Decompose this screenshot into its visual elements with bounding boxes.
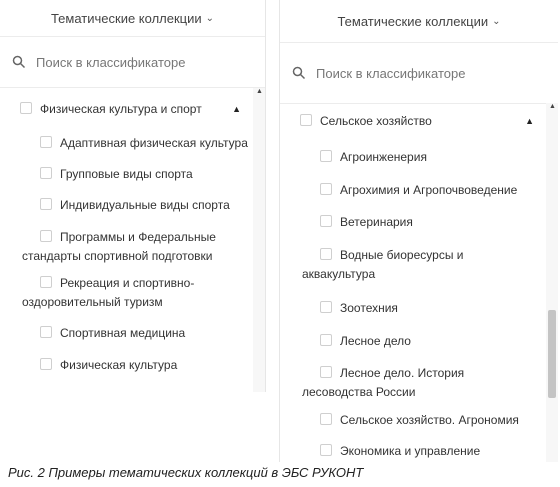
checkbox[interactable] [320,215,332,227]
list-item[interactable] [280,411,544,430]
search-icon [12,55,26,69]
list-item-label: Агрохимия и Агропочвоведение [340,183,518,197]
chevron-down-icon: ⌄ [492,15,501,27]
list-item[interactable] [0,228,251,266]
list-item[interactable] [280,442,544,461]
collections-dropdown[interactable] [0,0,265,37]
search-placeholder: Поиск в классификаторе [316,65,466,81]
list-item-label: Ветеринария [340,215,413,229]
list-item[interactable] [280,246,544,284]
list-item-label: лесоводства России [302,385,416,399]
checkbox[interactable] [300,114,312,126]
list-item-label: Лесное дело [340,334,411,348]
collapse-caret-icon[interactable]: ▲ [525,116,534,126]
list-item-label: Программы и Федеральные [60,230,216,244]
search-placeholder: Поиск в классификаторе [36,54,186,70]
checkbox[interactable] [40,326,52,338]
checkbox[interactable] [40,167,52,179]
category-parent[interactable] [0,100,251,119]
figure-caption: Рис. 2 Примеры тематических коллекций в ЭБС РУКОНТ [8,465,364,480]
checkbox[interactable] [320,150,332,162]
list-item[interactable] [280,181,544,200]
category-label: Сельское хозяйство [320,114,432,128]
checkbox[interactable] [40,136,52,148]
list-item-label: Рекреация и спортивно- [60,276,195,290]
left-collection-panel [0,0,266,392]
checkbox[interactable] [40,358,52,370]
checkbox[interactable] [40,276,52,288]
scroll-up-icon[interactable]: ▲ [549,103,556,110]
list-item-label: оздоровительный туризм [22,295,163,309]
search-icon [292,66,306,80]
list-item-label: Спортивная медицина [60,326,186,340]
checkbox[interactable] [320,334,332,346]
checkbox[interactable] [320,413,332,425]
list-item[interactable] [0,165,251,184]
list-item[interactable] [280,148,544,167]
search-field[interactable] [280,43,558,104]
list-item-label: аквакультура [302,267,376,281]
collections-dropdown[interactable] [280,0,558,43]
search-field[interactable] [0,37,265,88]
list-item-label: Зоотехния [340,301,398,315]
list-item[interactable] [0,324,251,343]
collapse-caret-icon[interactable]: ▲ [232,104,241,114]
checkbox[interactable] [320,444,332,456]
list-item[interactable] [280,299,544,318]
list-item[interactable] [280,364,544,402]
scrollbar[interactable] [546,103,558,462]
checkbox[interactable] [320,301,332,313]
scroll-up-icon[interactable]: ▲ [256,88,263,95]
checkbox[interactable] [20,102,32,114]
list-item-label: стандарты спортивной подготовки [22,249,213,263]
list-item-label: Экономика и управление [340,444,481,458]
list-item[interactable] [280,332,544,351]
scrollbar-thumb[interactable] [548,310,556,398]
checkbox[interactable] [320,248,332,260]
list-item[interactable] [0,356,251,375]
list-item-label: Водные биоресурсы и [340,248,464,262]
list-item-label: Индивидуальные виды спорта [60,198,230,212]
right-collection-panel [279,0,558,462]
chevron-down-icon: ⌄ [205,12,215,24]
list-item-label: Групповые виды спорта [60,167,193,181]
list-item-label: Физическая культура [60,358,178,372]
category-parent[interactable] [280,112,544,131]
checkbox[interactable] [40,198,52,210]
list-item-label: Агроинженерия [340,150,427,164]
scrollbar[interactable] [253,88,265,392]
collections-label: Тематические коллекции [50,10,202,26]
list-item-label: Адаптивная физическая культура [60,136,248,150]
list-item[interactable] [280,213,544,232]
checkbox[interactable] [40,230,52,242]
list-item[interactable] [0,196,251,215]
list-item[interactable] [0,134,251,153]
list-item-label: Сельское хозяйство. Агрономия [340,413,519,427]
list-item-label: Лесное дело. История [340,366,465,380]
checkbox[interactable] [320,183,332,195]
collections-label: Тематические коллекции [337,13,489,29]
category-label: Физическая культура и спорт [40,102,202,116]
checkbox[interactable] [320,366,332,378]
list-item[interactable] [0,274,251,312]
